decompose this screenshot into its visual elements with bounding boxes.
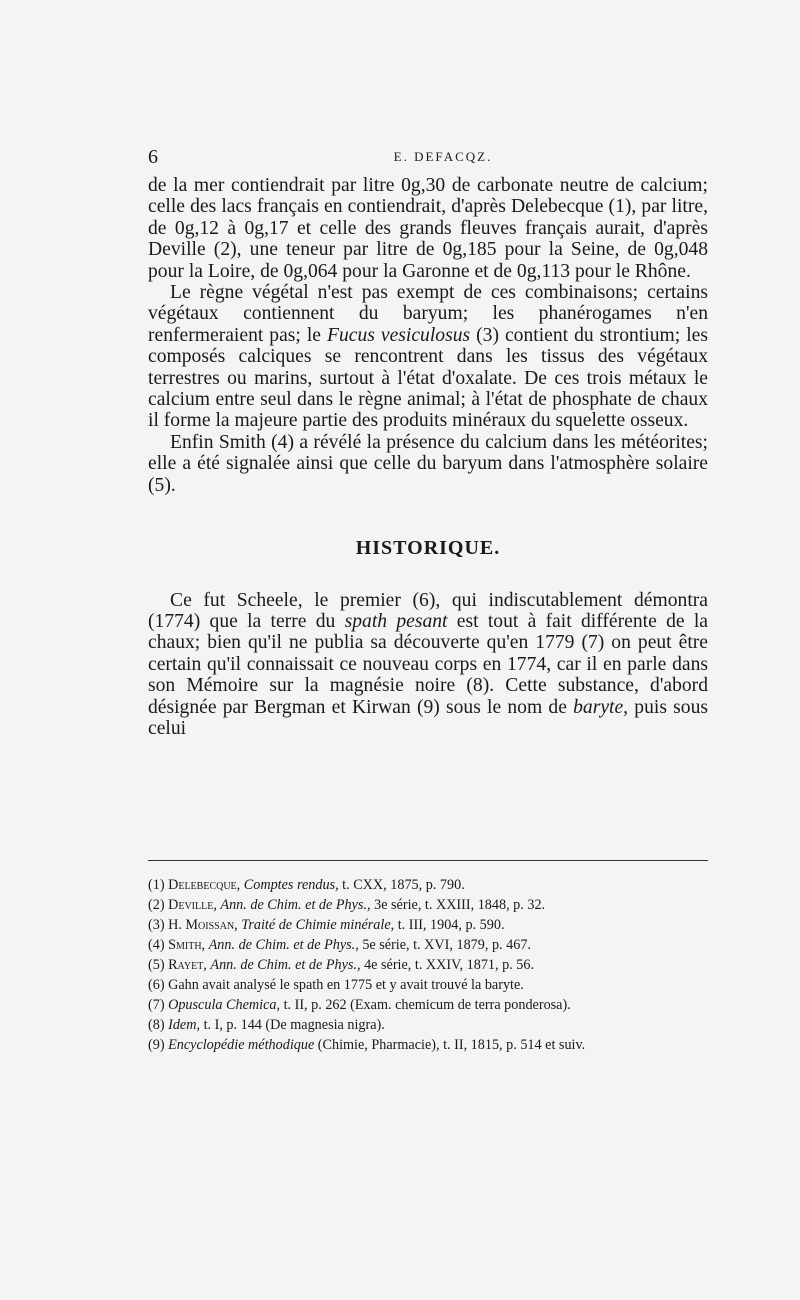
footnote (148, 915, 708, 935)
footnote (148, 935, 708, 955)
text-run: est tout à fait différente de la chaux; bien qu'il ne publia sa découverte qu'en 1779 (7) on peut être certain qu'il connaissait ce nouveau corps en 1774, car il en parle dans son Mémoire sur la magnésie noire (8). Cette substance, d'abord désignée par Bergman et Kirwan (9) sous le nom de (148, 610, 708, 718)
footnote-mark: (5) (148, 957, 169, 973)
footnote-mark: (7) (148, 997, 169, 1013)
footnote-divider (148, 860, 708, 861)
footnote-author: H. Moissan, (168, 917, 242, 933)
footnote-author: Deville, (168, 897, 221, 913)
footnote-rest: 3e série, t. XXIII, 1848, p. 32. (374, 897, 546, 913)
footnote-author: Rayet, (168, 957, 211, 973)
footnote-title: Opuscula Chemica, (168, 997, 284, 1013)
footnote (148, 975, 708, 995)
species-name: Fucus vesiculosus (327, 324, 471, 346)
paragraph-sea-calcium: de la mer contiendrait par litre 0g,30 de carbonate neutre de calcium; celle des lacs français en contiendrait, d'après Delebecque (1), par litre, de 0g,12 à 0g,17 et celle des grands fleuves français aurait, d'après Deville (2), une teneur par litre de 0g,185 pour la Seine, de 0g,048 pour la Loire, de 0g,064 pour la Garonne et de 0g,113 pour le Rhône. (148, 175, 708, 282)
footnote (148, 1035, 708, 1055)
footnote-author: Smith, (168, 937, 209, 953)
body-text (148, 175, 708, 739)
footnote-mark: (1) (148, 877, 169, 893)
footnote-title: Idem, (168, 1017, 204, 1033)
paragraph-historique (148, 590, 708, 740)
paragraph-vegetable-kingdom (148, 282, 708, 432)
section-title: HISTORIQUE. (355, 537, 501, 560)
footnote-title: Encyclopédie méthodique (168, 1037, 318, 1053)
page-number: 6 (148, 146, 158, 168)
footnote (148, 875, 708, 895)
italic-term: spath pesant (344, 610, 448, 632)
footnote-rest: (Chimie, Pharmacie), t. II, 1815, p. 514 et suiv. (317, 1037, 586, 1053)
footnote-mark: (2) (148, 897, 169, 913)
footnote-title: Traité de Chimie minérale, (241, 917, 398, 933)
footnote-rest: t. I, p. 144 (De magnesia nigra). (203, 1017, 385, 1033)
footnote-mark: (8) (148, 1017, 169, 1033)
footnote-author: Delebecque, (168, 877, 244, 893)
footnote-mark: (3) (148, 917, 169, 933)
italic-term: baryte, (573, 696, 629, 718)
running-title: E. DEFACQZ. (393, 149, 493, 164)
footnote-title: Ann. de Chim. et de Phys., (208, 937, 363, 953)
footnote-mark: (6) (148, 977, 169, 993)
footnote-title: Ann. de Chim. et de Phys., (220, 897, 375, 913)
footnote-rest: Gahn avait analysé le spath en 1775 et y avait trouvé la baryte. (168, 977, 524, 993)
footnote-title: Ann. de Chim. et de Phys., (210, 957, 365, 973)
footnotes (148, 875, 708, 1055)
footnote (148, 955, 708, 975)
footnote-rest: t. III, 1904, p. 590. (397, 917, 505, 933)
footnote-mark: (4) (148, 937, 169, 953)
text-run: Le règne végétal n'est pas exempt de ces combinaisons; certains végétaux contiennent du baryum; les phanérogames n'en renfermeraient pas; le (148, 282, 708, 346)
paragraph-meteorites: Enfin Smith (4) a révélé la présence du calcium dans les météorites; elle a été signalée ainsi que celle du baryum dans l'atmosphère solaire (5). (148, 431, 708, 496)
footnote (148, 995, 708, 1015)
footnote (148, 1015, 708, 1035)
footnote-rest: 5e série, t. XVI, 1879, p. 467. (362, 937, 531, 953)
footnote-title: Comptes rendus, (243, 877, 343, 893)
footnote (148, 895, 708, 915)
text-run: puis sous celui (148, 696, 708, 739)
footnote-rest: t. CXX, 1875, p. 790. (342, 877, 465, 893)
text-run: Ce fut Scheele, le premier (6), qui indiscutablement démontra (1774) que la terre du (148, 589, 708, 632)
footnote-rest: t. II, p. 262 (Exam. chemicum de terra ponderosa). (283, 997, 571, 1013)
footnote-rest: 4e série, t. XXIV, 1871, p. 56. (364, 957, 535, 973)
page-header (148, 146, 708, 172)
text-run: (3) contient du strontium; les composés calciques se rencontrent dans les tissus des végétaux terrestres ou marins, surtout à l'état d'oxalate. De ces trois métaux le calcium entre seul dans le règne animal; à l'état de phosphate de chaux il forme la majeure partie des produits minéraux du squelette osseux. (148, 324, 708, 432)
footnote-mark: (9) (148, 1037, 169, 1053)
